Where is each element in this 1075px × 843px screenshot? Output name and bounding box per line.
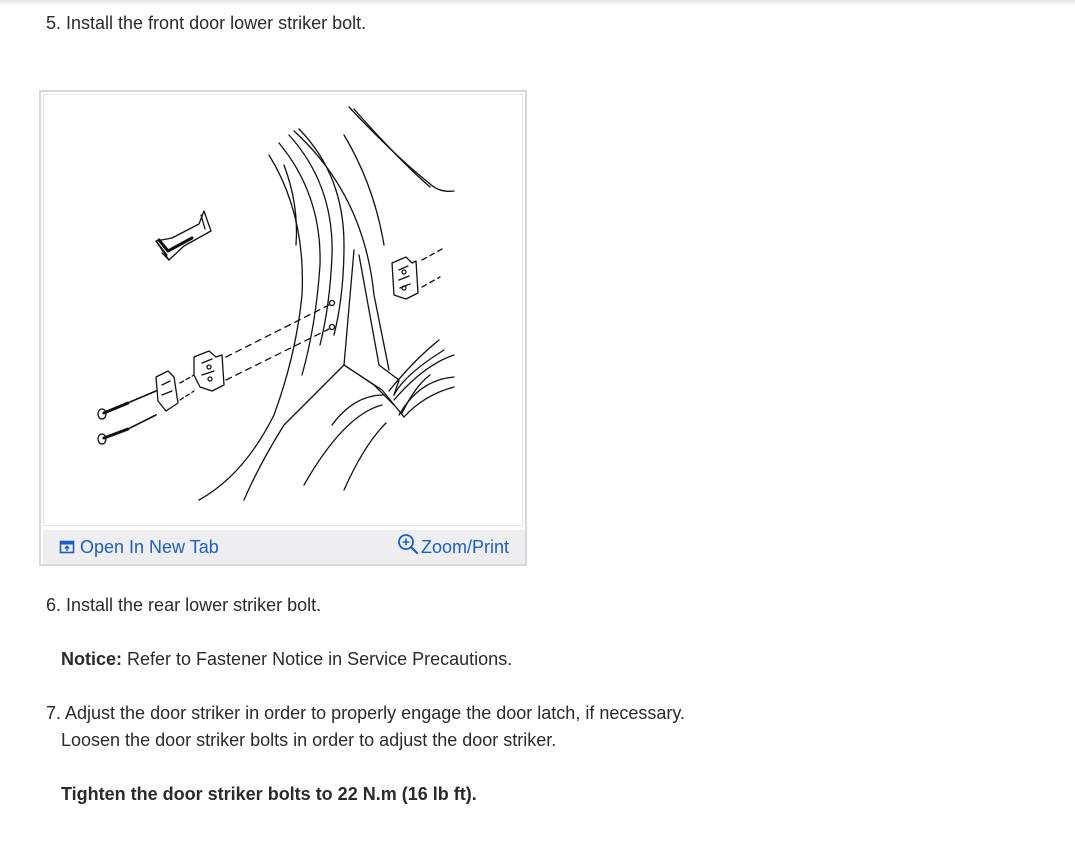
notice-text: Refer to Fastener Notice in Service Precautions.	[122, 649, 513, 669]
striker-diagram	[44, 95, 522, 525]
step-6-text: 6. Install the rear lower striker bolt.	[46, 595, 322, 615]
torque-specification: Tighten the door striker bolts to 22 N.m (16 lb ft).	[61, 784, 477, 804]
figure-action-bar	[43, 530, 525, 564]
open-in-new-tab-link[interactable]	[59, 535, 219, 559]
open-in-new-tab-icon	[59, 539, 75, 555]
open-in-new-tab-label: Open In New Tab	[80, 537, 219, 557]
top-shadow	[0, 0, 1075, 6]
striker-illustration	[43, 94, 523, 526]
step-5-text: 5. Install the front door lower striker bolt.	[46, 13, 367, 33]
zoom-print-link[interactable]	[397, 535, 509, 559]
zoom-in-icon	[397, 533, 419, 555]
zoom-print-label: Zoom/Print	[421, 537, 510, 557]
step-7-detail: Loosen the door striker bolts in order to adjust the door striker.	[61, 730, 557, 750]
step-7-text: 7. Adjust the door striker in order to properly engage the door latch, if necessary.	[46, 703, 686, 723]
notice-label: Notice:	[61, 649, 123, 669]
figure-container	[39, 90, 527, 566]
notice-paragraph	[61, 646, 512, 672]
